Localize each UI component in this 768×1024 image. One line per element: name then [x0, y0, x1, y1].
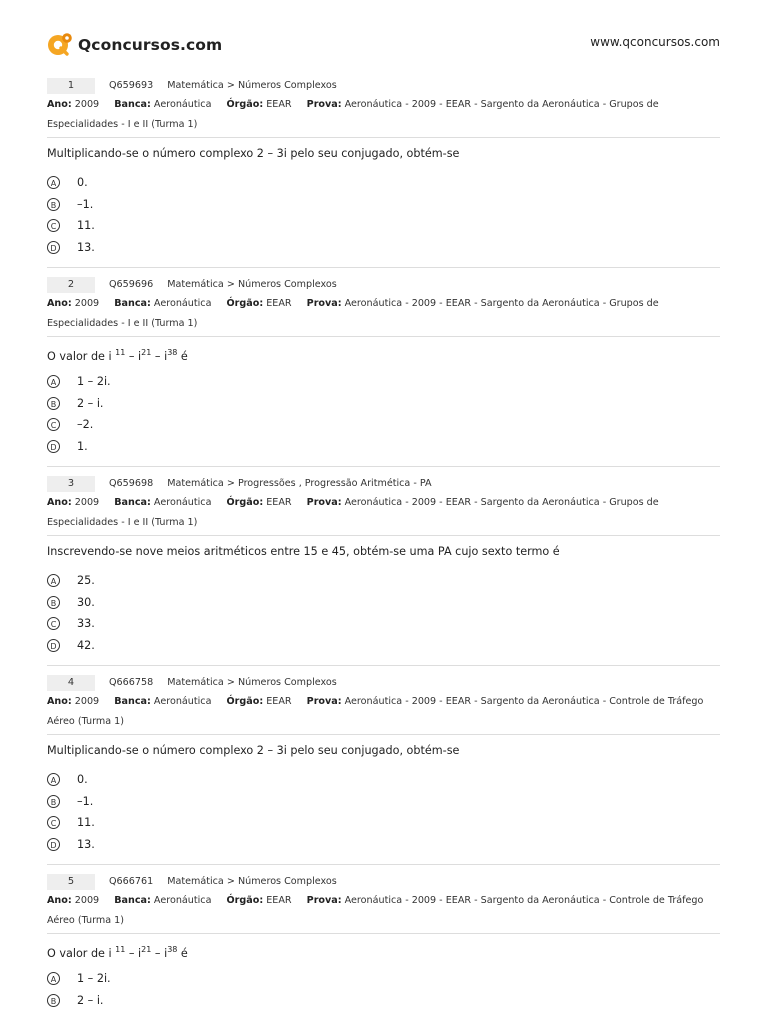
divider: [47, 535, 720, 536]
option-letter[interactable]: B: [47, 198, 60, 211]
option-letter[interactable]: B: [47, 994, 60, 1007]
prova-label: Prova:: [306, 696, 342, 707]
prova-value: Aeronáutica - 2009 - EEAR - Sargento da Aeronáutica - Grupos de: [344, 298, 659, 309]
question-statement: Multiplicando-se o número complexo 2 – 3i pelo seu conjugado, obtém-se: [47, 147, 460, 160]
option-d[interactable]: [47, 635, 720, 657]
prova-label: Prova:: [306, 497, 342, 508]
statement-text: é: [177, 350, 188, 363]
option-letter[interactable]: B: [47, 397, 60, 410]
prova-value: Aeronáutica - 2009 - EEAR - Sargento da Aeronáutica - Controle de Tráfego: [344, 696, 704, 707]
option-letter[interactable]: B: [47, 795, 60, 808]
statement-text: O valor de i: [47, 947, 116, 960]
option-letter[interactable]: B: [47, 596, 60, 609]
exponent: 21: [141, 348, 152, 357]
question-number: 1: [47, 78, 95, 94]
exponent: 11: [115, 348, 126, 357]
option-letter[interactable]: D: [47, 241, 60, 254]
question-card: [47, 77, 720, 268]
ano-value: 2009: [74, 497, 100, 508]
banca-label: Banca:: [114, 497, 151, 508]
option-text: –1.: [77, 794, 94, 808]
options-list: [47, 968, 720, 1011]
question-id[interactable]: Q666761: [109, 876, 154, 887]
option-a[interactable]: [47, 769, 720, 791]
question-statement: [47, 344, 720, 362]
banca-label: Banca:: [114, 696, 151, 707]
option-a[interactable]: [47, 570, 720, 592]
option-letter[interactable]: C: [47, 816, 60, 829]
orgao-value: EEAR: [266, 895, 292, 906]
option-text: 0.: [77, 773, 88, 787]
option-text: 25.: [77, 574, 95, 588]
question-number: 3: [47, 476, 95, 492]
option-letter[interactable]: A: [47, 972, 60, 985]
question-header: [47, 77, 720, 94]
option-c[interactable]: [47, 215, 720, 237]
options-list: [47, 371, 720, 457]
option-letter[interactable]: A: [47, 773, 60, 786]
option-text: 1 – 2i.: [77, 972, 111, 986]
statement-text: é: [177, 947, 188, 960]
statement-text: – i: [125, 350, 142, 363]
banca-label: Banca:: [114, 99, 151, 110]
banca-value: Aeronáutica: [153, 895, 212, 906]
option-text: 0.: [77, 176, 88, 190]
divider: [47, 336, 720, 337]
prova-value-cont: Aéreo (Turma 1): [47, 715, 124, 727]
option-text: 33.: [77, 617, 95, 631]
statement-text: O valor de i: [47, 350, 116, 363]
ano-value: 2009: [74, 895, 100, 906]
option-text: 11.: [77, 816, 95, 830]
exponent: 11: [115, 945, 126, 954]
question-meta: [47, 493, 720, 532]
option-letter[interactable]: A: [47, 574, 60, 587]
question-number: 4: [47, 675, 95, 691]
prova-value-cont: Especialidades - I e II (Turma 1): [47, 317, 198, 329]
banca-value: Aeronáutica: [153, 497, 212, 508]
question-subject: Matemática > Progressões , Progressão Aritmética - PA: [167, 478, 432, 489]
option-text: 2 – i.: [77, 396, 104, 410]
orgao-label: Órgão:: [226, 696, 264, 707]
ano-label: Ano:: [47, 696, 72, 707]
question-statement: Inscrevendo-se nove meios aritméticos entre 15 e 45, obtém-se uma PA cujo sexto termo é: [47, 545, 560, 558]
option-b[interactable]: [47, 194, 720, 216]
options-list: [47, 769, 720, 855]
orgao-value: EEAR: [266, 497, 292, 508]
option-text: 2 – i.: [77, 993, 104, 1007]
orgao-label: Órgão:: [226, 99, 264, 110]
prova-value: Aeronáutica - 2009 - EEAR - Sargento da Aeronáutica - Grupos de: [344, 99, 659, 110]
question-number: 5: [47, 874, 95, 890]
banca-label: Banca:: [114, 298, 151, 309]
ano-label: Ano:: [47, 895, 72, 906]
option-letter[interactable]: A: [47, 176, 60, 189]
question-card: [47, 674, 720, 865]
option-text: 11.: [77, 219, 95, 233]
divider: [47, 933, 720, 934]
ano-value: 2009: [74, 696, 100, 707]
option-b[interactable]: [47, 791, 720, 813]
divider: [47, 734, 720, 735]
option-text: –2.: [77, 418, 94, 432]
option-letter[interactable]: D: [47, 838, 60, 851]
banca-label: Banca:: [114, 895, 151, 906]
question-subject: Matemática > Números Complexos: [167, 876, 337, 887]
question-meta: [47, 95, 720, 134]
page-header: [0, 0, 768, 60]
orgao-value: EEAR: [266, 696, 292, 707]
prova-value-cont: Aéreo (Turma 1): [47, 914, 124, 926]
brand-name: Qconcursos.com: [78, 36, 223, 54]
option-letter[interactable]: A: [47, 375, 60, 388]
ano-label: Ano:: [47, 99, 72, 110]
question-subject: Matemática > Números Complexos: [167, 677, 337, 688]
option-text: 1 – 2i.: [77, 375, 111, 389]
option-c[interactable]: [47, 613, 720, 635]
question-id[interactable]: Q659693: [109, 80, 154, 91]
option-c[interactable]: [47, 812, 720, 834]
orgao-label: Órgão:: [226, 497, 264, 508]
question-separator: [47, 864, 720, 865]
question-subject: Matemática > Números Complexos: [167, 279, 337, 290]
prova-value: Aeronáutica - 2009 - EEAR - Sargento da Aeronáutica - Controle de Tráfego: [344, 895, 704, 906]
option-a[interactable]: [47, 371, 720, 393]
option-letter[interactable]: C: [47, 219, 60, 232]
option-d[interactable]: [47, 436, 720, 458]
option-b[interactable]: [47, 393, 720, 415]
question-id[interactable]: Q659696: [109, 279, 154, 290]
prova-label: Prova:: [306, 895, 342, 906]
question-header: [47, 276, 720, 293]
option-text: –1.: [77, 197, 94, 211]
option-text: 13.: [77, 241, 95, 255]
options-list: [47, 172, 720, 258]
orgao-label: Órgão:: [226, 298, 264, 309]
option-d[interactable]: [47, 237, 720, 259]
ano-value: 2009: [74, 99, 100, 110]
statement-text: – i: [125, 947, 142, 960]
exponent: 38: [167, 348, 178, 357]
site-url[interactable]: www.qconcursos.com: [590, 35, 720, 49]
orgao-label: Órgão:: [226, 895, 264, 906]
option-d[interactable]: [47, 834, 720, 856]
option-text: 1.: [77, 440, 88, 454]
question-card: [47, 475, 720, 666]
option-c[interactable]: [47, 414, 720, 436]
option-b[interactable]: [47, 990, 720, 1012]
question-statement: Multiplicando-se o número complexo 2 – 3i pelo seu conjugado, obtém-se: [47, 744, 460, 757]
question-subject: Matemática > Números Complexos: [167, 80, 337, 91]
banca-value: Aeronáutica: [153, 99, 212, 110]
ano-value: 2009: [74, 298, 100, 309]
question-id[interactable]: Q659698: [109, 478, 154, 489]
banca-value: Aeronáutica: [153, 298, 212, 309]
question-separator: [47, 267, 720, 268]
options-list: [47, 570, 720, 656]
question-meta: [47, 891, 720, 930]
option-text: 30.: [77, 595, 95, 609]
option-text: 42.: [77, 639, 95, 653]
option-letter[interactable]: C: [47, 617, 60, 630]
statement-text: – i: [151, 947, 168, 960]
question-number: 2: [47, 277, 95, 293]
option-a[interactable]: [47, 968, 720, 990]
statement-text: – i: [151, 350, 168, 363]
option-letter[interactable]: C: [47, 418, 60, 431]
exponent: 38: [167, 945, 178, 954]
orgao-value: EEAR: [266, 99, 292, 110]
prova-label: Prova:: [306, 99, 342, 110]
option-a[interactable]: [47, 172, 720, 194]
question-card: [47, 276, 720, 467]
question-header: [47, 873, 720, 890]
prova-value-cont: Especialidades - I e II (Turma 1): [47, 118, 198, 130]
logo[interactable]: [46, 31, 222, 59]
question-card: [47, 873, 720, 1011]
option-b[interactable]: [47, 592, 720, 614]
question-meta: [47, 692, 720, 731]
option-text: 13.: [77, 838, 95, 852]
option-letter[interactable]: D: [47, 639, 60, 652]
question-separator: [47, 466, 720, 467]
prova-value-cont: Especialidades - I e II (Turma 1): [47, 516, 198, 528]
question-meta: [47, 294, 720, 333]
question-id[interactable]: Q666758: [109, 677, 154, 688]
divider: [47, 137, 720, 138]
exponent: 21: [141, 945, 152, 954]
ano-label: Ano:: [47, 298, 72, 309]
orgao-value: EEAR: [266, 298, 292, 309]
ano-label: Ano:: [47, 497, 72, 508]
question-statement: [47, 941, 720, 959]
prova-value: Aeronáutica - 2009 - EEAR - Sargento da Aeronáutica - Grupos de: [344, 497, 659, 508]
banca-value: Aeronáutica: [153, 696, 212, 707]
question-separator: [47, 665, 720, 666]
option-letter[interactable]: D: [47, 440, 60, 453]
question-header: [47, 475, 720, 492]
prova-label: Prova:: [306, 298, 342, 309]
question-header: [47, 674, 720, 691]
qconcursos-logo-icon: [46, 31, 74, 59]
